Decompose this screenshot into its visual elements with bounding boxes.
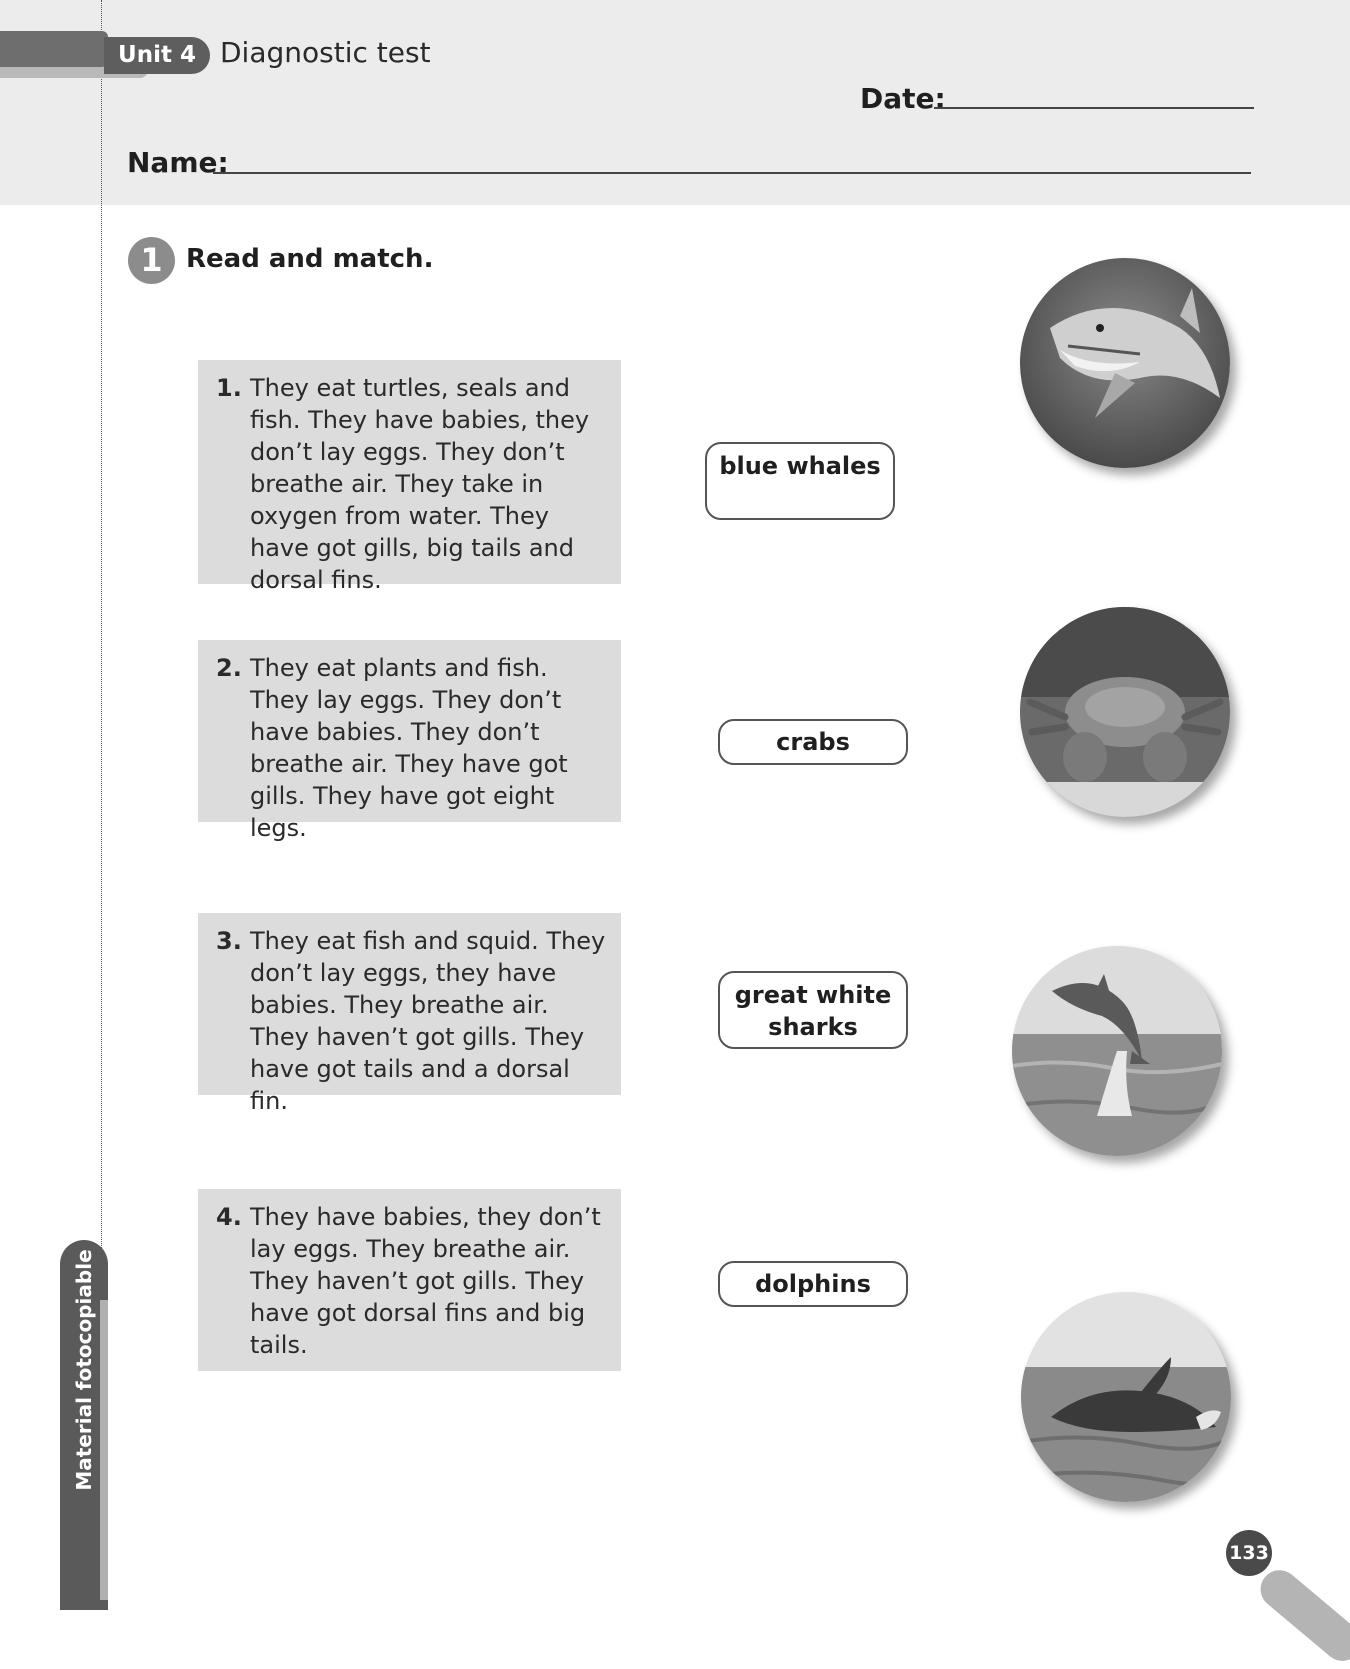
date-field[interactable] (934, 107, 1254, 109)
page-number-tail (1253, 1562, 1350, 1668)
name-field[interactable] (213, 172, 1251, 174)
whale-photo (1021, 1292, 1231, 1502)
word-box-great-white-sharks[interactable]: great white sharks (718, 971, 908, 1049)
page-title: Diagnostic test (220, 36, 431, 69)
description-box-2 (198, 640, 621, 842)
description-box-1 (198, 360, 621, 594)
dolphin-illustration (1012, 946, 1222, 1156)
description-box-4 (198, 1189, 621, 1371)
description-number: 3. (216, 927, 242, 955)
name-label: Name: (127, 146, 229, 179)
word-box-dolphins[interactable]: dolphins (718, 1261, 908, 1307)
crab-photo (1020, 607, 1230, 817)
word-box-crabs[interactable]: crabs (718, 719, 908, 765)
description-number: 4. (216, 1203, 242, 1231)
description-text: They eat plants and fish. They lay eggs. They don’t have babies. They don’t breathe air. They have got gills. They have got eight legs. (250, 654, 568, 842)
description-box-3 (198, 913, 621, 1115)
exercise-instruction: Read and match. (186, 244, 434, 274)
word-box-blue-whales[interactable]: blue whales (705, 442, 895, 520)
exercise-number: 1 (128, 237, 175, 284)
unit-bar (0, 31, 108, 67)
date-label: Date: (860, 82, 946, 115)
dolphin-photo (1012, 946, 1222, 1156)
shark-photo (1020, 258, 1230, 468)
description-number: 1. (216, 374, 242, 402)
unit-label: Unit 4 (104, 37, 210, 74)
shark-illustration (1020, 258, 1230, 468)
side-tab-label: Material fotocopiable (72, 1249, 96, 1491)
whale-illustration (1021, 1292, 1231, 1502)
description-text: They have babies, they don’t lay eggs. They breathe air. They haven’t got gills. They have got dorsal fins and big tails. (250, 1203, 601, 1359)
description-text: They eat turtles, seals and fish. They have babies, they don’t lay eggs. They don’t breathe air. They take in oxygen from water. They have got gills, big tails and dorsal fins. (250, 374, 590, 594)
crab-illustration (1020, 607, 1230, 817)
description-number: 2. (216, 654, 242, 682)
side-tab-shade (100, 1300, 108, 1600)
description-text: They eat fish and squid. They don’t lay eggs, they have babies. They breathe air. They haven’t got gills. They have got tails and a dorsal fin. (250, 927, 606, 1115)
page-number: 133 (1226, 1530, 1272, 1576)
